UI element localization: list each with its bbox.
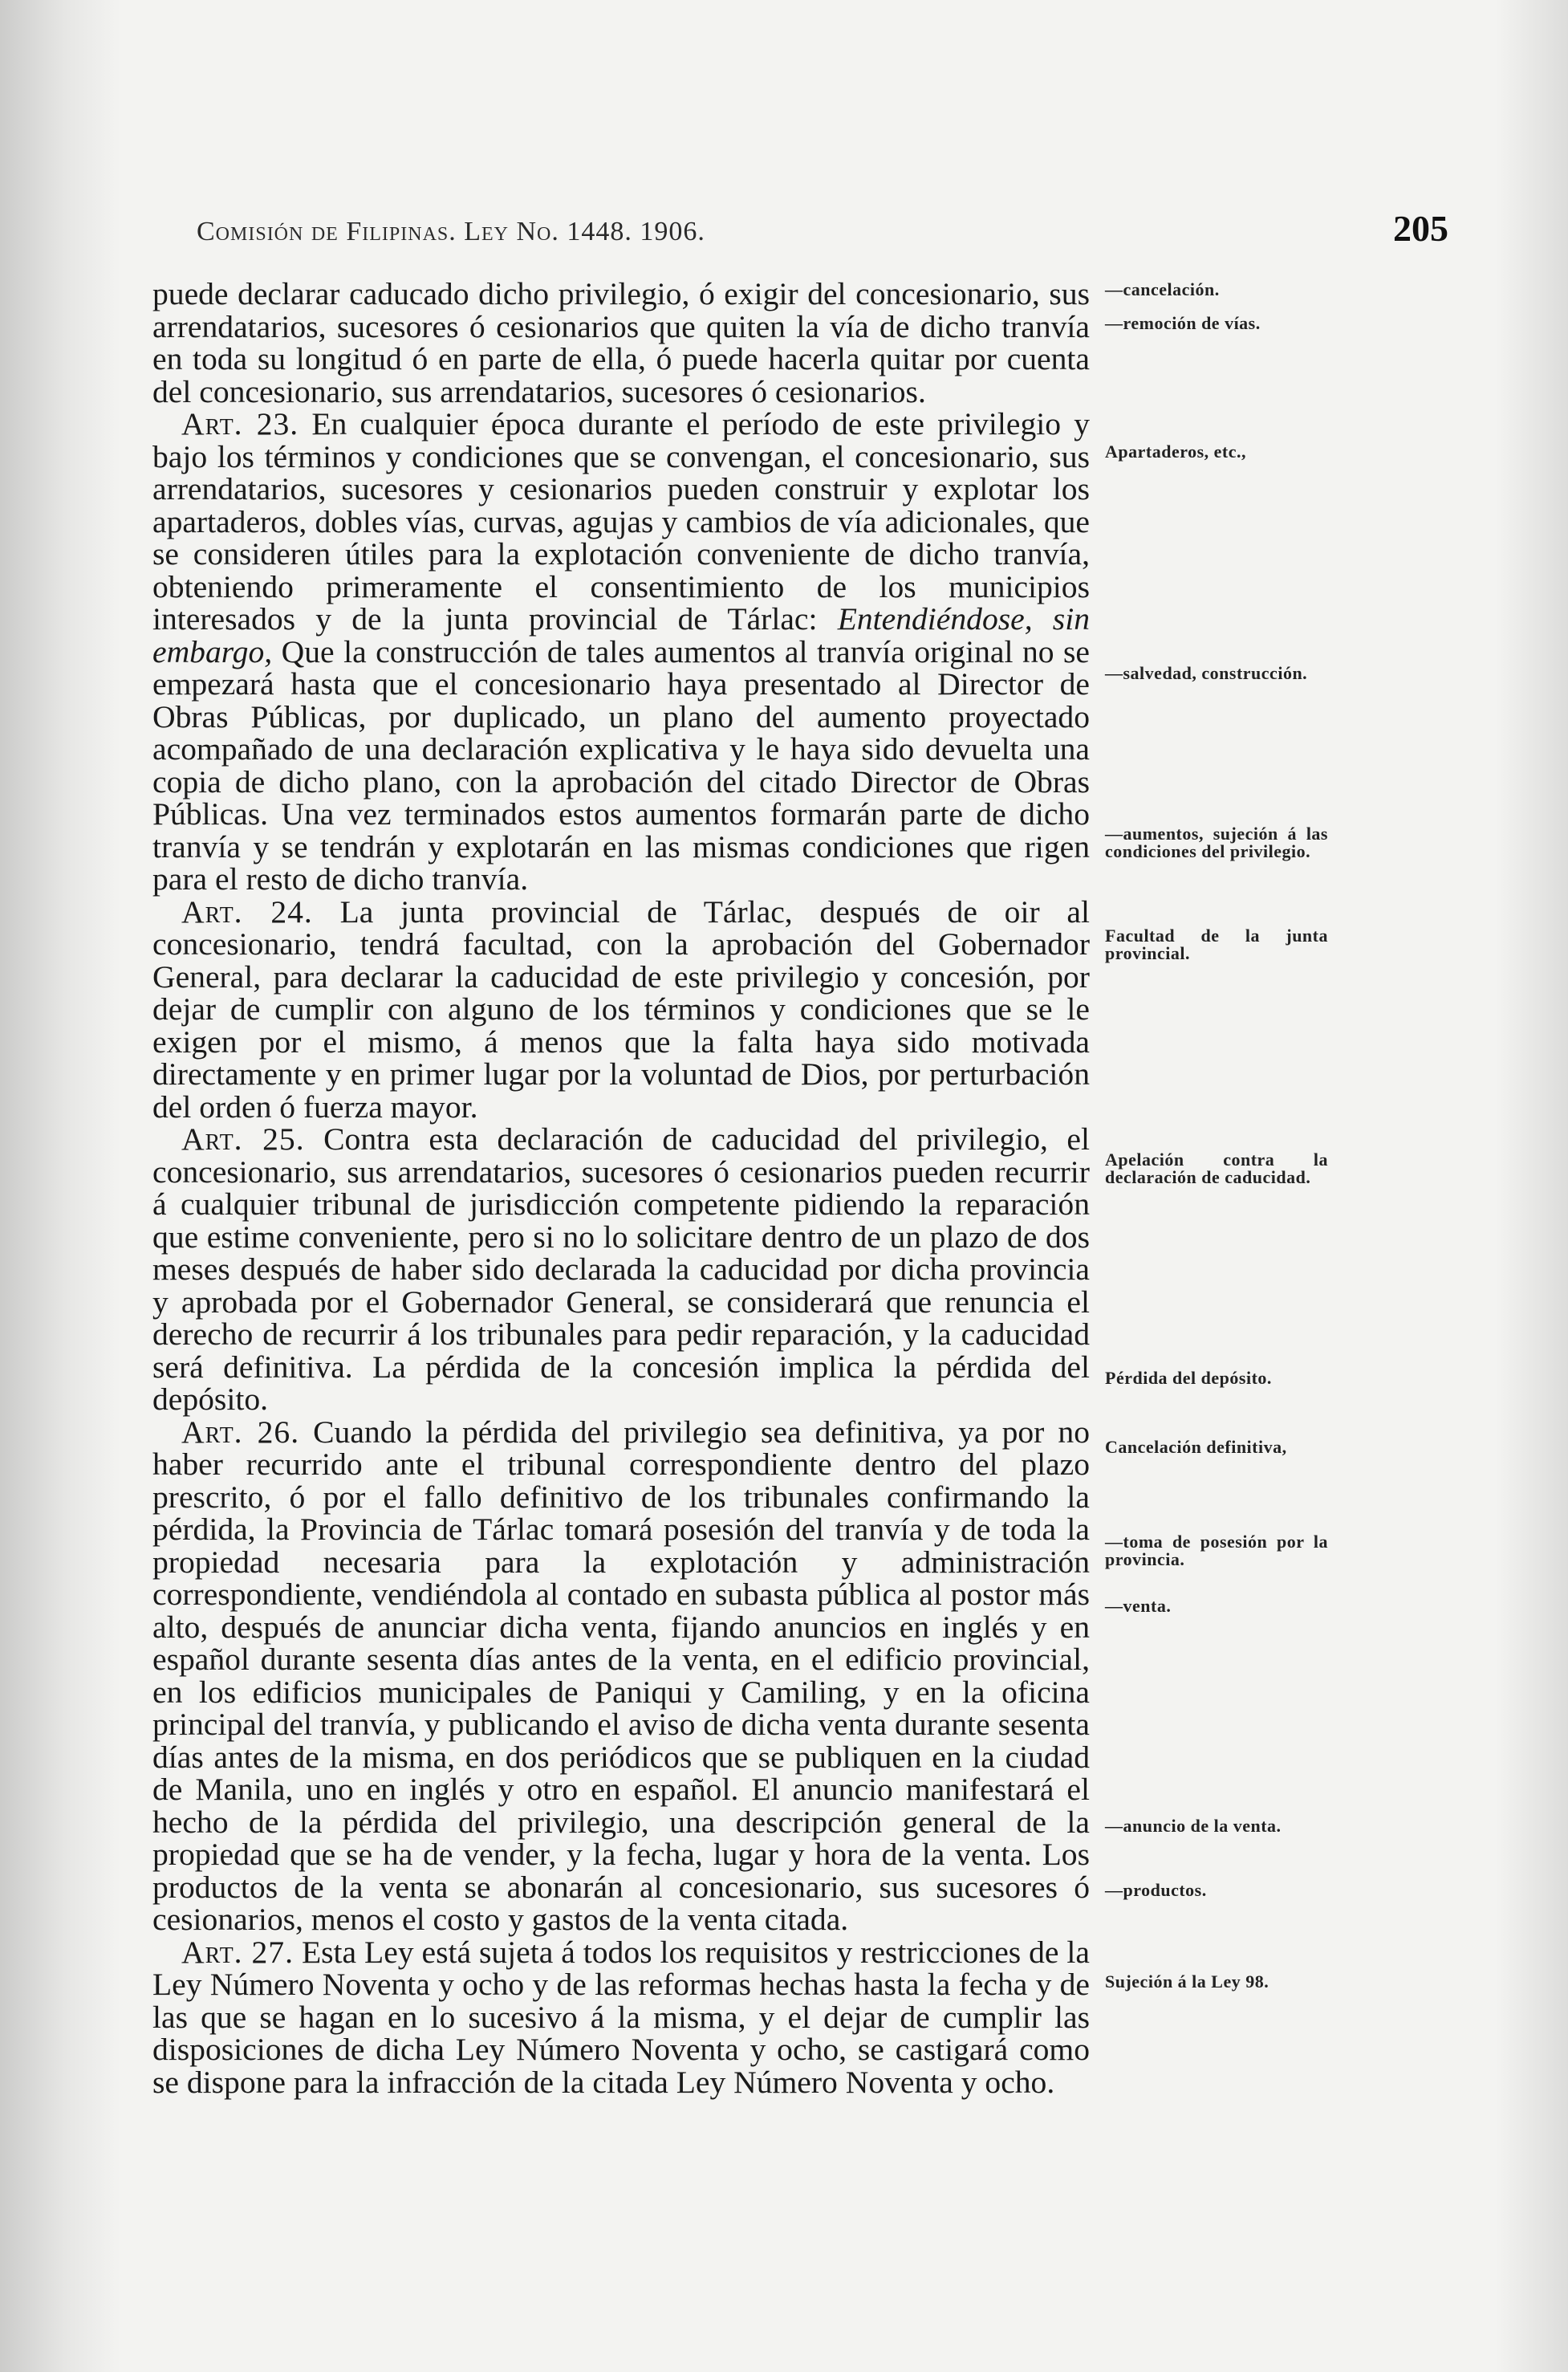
margin-note-apelacion: Apelación contra la declaración de caducidad. bbox=[1105, 1149, 1328, 1187]
margin-note-remocion-de-vias: —remoción de vías. bbox=[1105, 313, 1261, 333]
running-head: Comisión de Filipinas. Ley No. 1448. 1906. bbox=[197, 217, 705, 246]
article-text: En cualquier época durante el período de este privilegio y bajo los términos y condiciones que se convengan, el concesionario, sus arrendatarios, sucesores y cesionarios pueden construir y explotar los apartaderos, dobles vías, curvas, agujas y cambios de vía adicionales, que se consideren útiles para la explotación conveniente de dicho tranvía, obteniendo primeramente el consentimiento de los municipios interesados y de la junta provincial de Tárlac: bbox=[152, 406, 1090, 637]
article-proviso: Entendiéndose, sin embargo, bbox=[152, 601, 1090, 669]
margin-note-salvedad: —salvedad, construcción. bbox=[1105, 663, 1308, 683]
margin-note-aumentos: —aumentos, sujeción á las condiciones del privilegio. bbox=[1105, 824, 1328, 861]
page-header bbox=[197, 207, 1448, 263]
article-26 bbox=[152, 1416, 1090, 1936]
article-23 bbox=[152, 408, 1090, 896]
paragraph-continuation bbox=[152, 278, 1090, 408]
article-text: Esta Ley está sujeta á todos los requisitos y restricciones de la Ley Número Noventa y ocho y de las reformas hechas hasta la fecha y de las que se hagan en lo sucesivo á la misma, y el dejar de cumplir las disposiciones de dicha Ley Número Noventa y ocho, se castigará como se dispone para la infracción de la citada Ley Número Noventa y ocho. bbox=[152, 1934, 1090, 2100]
margin-note-cancelacion-definitiva: Cancelación definitiva, bbox=[1105, 1437, 1287, 1457]
margin-note-cancelacion: —cancelación. bbox=[1105, 279, 1220, 299]
article-27 bbox=[152, 1936, 1090, 2099]
margin-note-productos: —productos. bbox=[1105, 1880, 1207, 1900]
body-text bbox=[152, 278, 1090, 2098]
margin-note-venta: —venta. bbox=[1105, 1596, 1172, 1616]
paragraph-text: puede declarar caducado dicho privilegio, ó exigir del concesionario, sus arrendatarios, sucesores ó cesionarios que quiten la vía de dicho tranvía en toda su longitud ó en parte de ella, ó puede hacerla quitar por cuenta del concesionario, sus arrendatarios, sucesores ó cesionarios. bbox=[152, 276, 1090, 409]
margin-note-anuncio-venta: —anuncio de la venta. bbox=[1105, 1816, 1282, 1836]
article-heading: Art. 27. bbox=[181, 1934, 294, 1970]
margin-note-facultad-junta: Facultad de la junta provincial. bbox=[1105, 926, 1328, 963]
margin-note-toma-posesion: —toma de posesión por la provincia. bbox=[1105, 1532, 1328, 1569]
article-heading: Art. 23. bbox=[181, 406, 299, 441]
article-heading: Art. 25. bbox=[181, 1121, 305, 1157]
article-heading: Art. 24. bbox=[181, 893, 313, 930]
article-25 bbox=[152, 1123, 1090, 1416]
margin-note-apartaderos: Apartaderos, etc., bbox=[1105, 441, 1246, 462]
article-text: Contra esta declaración de caducidad del privilegio, el concesionario, sus arrendatarios, sucesores ó cesionarios pueden recurrir á cualquier tribunal de jurisdicción competente pidiendo la reparación que estime conveniente, pero si no lo solicitare dentro de un plazo de dos meses después de haber sido declarada la caducidad por dicha provincia y aprobada por el Gobernador General, se considerará que renuncia el derecho de recurrir á los tribunales para pedir reparación, y la caducidad será definitiva. La pérdida de la concesión implica la pérdida del depósito. bbox=[152, 1121, 1090, 1417]
article-heading: Art. 26. bbox=[181, 1414, 300, 1450]
margin-note-perdida-deposito: Pérdida del depósito. bbox=[1105, 1368, 1272, 1388]
margin-note-sujecion-ley-98: Sujeción á la Ley 98. bbox=[1105, 1971, 1269, 1992]
page-number: 205 bbox=[1393, 208, 1448, 249]
article-text: Cuando la pérdida del privilegio sea definitiva, ya por no haber recurrido ante el tribunal correspondiente dentro del plazo prescrito, ó por el fallo definitivo de los tribunales confirmando la pérdida, la Provincia de Tárlac tomará posesión del tranvía y de toda la propiedad necesaria para la explotación y administración correspondiente, vendiéndola al contado en subasta pública al postor más alto, después de anunciar dicha venta, fijando anuncios en inglés y en español durante sesenta días antes de la venta, en el edificio provincial, en los edificios municipales de Paniqui y Camiling, y en la oficina principal del tranvía, y publicando el aviso de dicha venta durante sesenta días antes de la misma, en dos periódicos que se publiquen en la ciudad de Manila, uno en inglés y otro en español. El anuncio manifestará el hecho de la pérdida del privilegio, una descripción general de la propiedad que se ha de vender, y la fecha, lugar y hora de la venta. Los productos de la venta se abonarán al concesionario, sus sucesores ó cesionarios, menos el costo y gastos de la venta citada. bbox=[152, 1414, 1090, 1937]
article-text-continued: Que la construcción de tales aumentos al tranvía original no se empezará hasta que el concesionario haya presentado al Director de Obras Públicas, por duplicado, un plano del aumento proyectado acompañado de una declaración explicativa y le haya sido devuelta una copia de dicho plano, con la aprobación del citado Director de Obras Públicas. Una vez terminados estos aumentos formarán parte de dicho tranvía y se tendrán y explotarán en las mismas condiciones que rigen para el resto de dicho tranvía. bbox=[152, 633, 1090, 897]
article-text: La junta provincial de Tárlac, después de oir al concesionario, tendrá facultad, con la aprobación del Gobernador General, para declarar la caducidad de este privilegio y concesión, por dejar de cumplir con alguno de los términos y condiciones que se le exigen por el mismo, á menos que la falta haya sido motivada directamente y en primer lugar por la voluntad de Dios, por perturbación del orden ó fuerza mayor. bbox=[152, 893, 1090, 1125]
article-24 bbox=[152, 893, 1090, 1125]
